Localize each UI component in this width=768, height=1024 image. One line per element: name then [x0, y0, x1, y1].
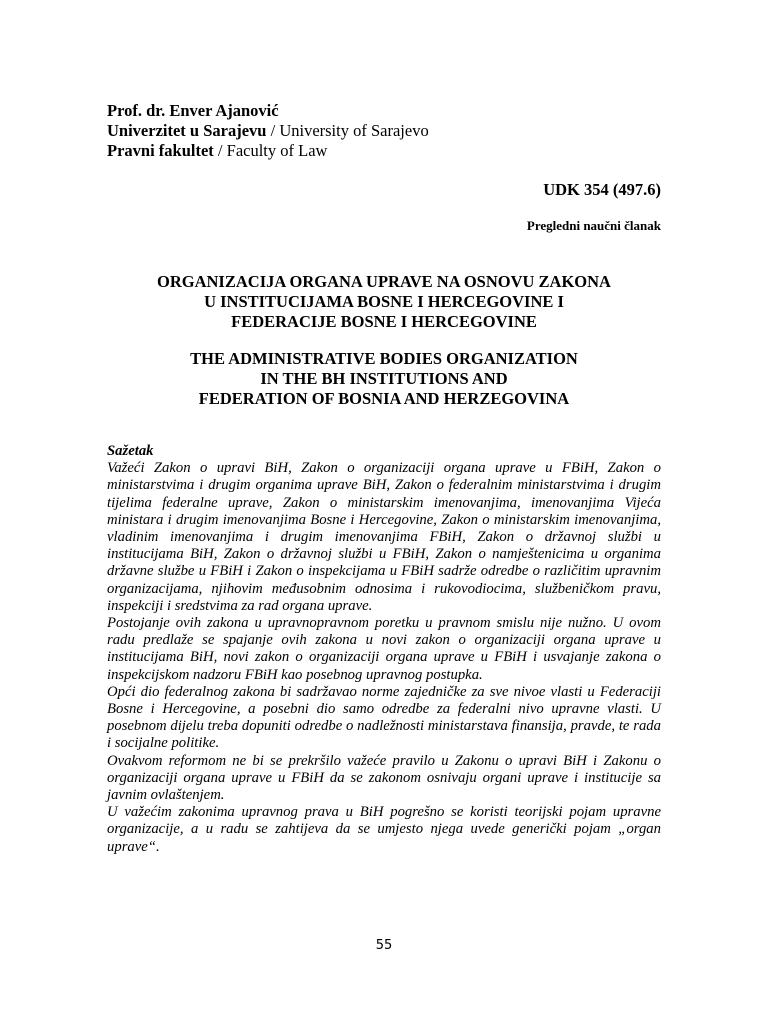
- title-en-line: FEDERATION OF BOSNIA AND HERZEGOVINA: [198, 389, 570, 408]
- title-bs-line: ORGANIZACIJA ORGANA UPRAVE NA OSNOVU ZAKONA: [157, 272, 611, 291]
- abstract-paragraph: Ovakvom reformom ne bi se prekršilo važeće pravilo u Zakonu o upravi BiH i Zakonu o organizaciji organa uprave u FBiH da se zakonom osnivaju organi uprave i institucije sa javnim ovlaštenjem.: [107, 752, 661, 804]
- abstract-paragraph: Važeći Zakon o upravi BiH, Zakon o organizaciji organa uprave u FBiH, Zakon o ministarstvima i drugim organima uprave BiH, Zakon o federalnim ministarstvima i drugim tijelima federalne uprave, Zakon o ministarskim imenovanjima, imenovanjima Vijeća ministara i drugim imenovanjima Bosne i Hercegovine, Zakon o ministarskim imenovanjima, vladinim imenovanjima i drugim imenovanjima FBiH, Zakon o državnoj službi u institucijama BiH, Zakon o državnoj službi u FBiH, Zakon o namještenicima u organima državne službe u FBiH i Zakon o inspekcijama u FBiH sadrže odredbe o različitim upravnim organizacijama, njihovim međusobnim odnosima i rukovodiocima, službeničkom pravu, inspekciji i sredstvima za rad organa uprave.: [107, 460, 661, 614]
- abstract-paragraph: Opći dio federalnog zakona bi sadržavao norme zajedničke za sve nivoe vlasti u Federaciji Bosne i Hercegovine, a posebni dio samo odredbe za federalni nivo upravne vlasti. U posebnom dijelu treba dopuniti odredbe o nadležnosti ministarstava finansija, pravde, te rada i socijalne politike.: [107, 683, 661, 752]
- university-separator: /: [266, 121, 280, 140]
- abstract: [107, 443, 661, 856]
- abstract-paragraph: Postojanje ovih zakona u upravnopravnom poretku u pravnom smislu nije nužno. U ovom radu predlaže se spajanje ovih zakona u novi zakon o organizaciji organa uprave u institucijama BiH, novi zakon o organizaciji organa uprave u FBiH i usvajanje zakona o inspekcijskom nadzoru FBiH kao posebnog upravnog postupka.: [107, 615, 661, 683]
- udk-code: UDK 354 (497.6): [543, 180, 661, 199]
- abstract-paragraph: U važećim zakonima upravnog prava u BiH pogrešno se koristi teorijski pojam upravne organizacije, a u radu se zahtijeva da se umjesto njega uvede generički pojam „organ uprave“.: [107, 804, 661, 855]
- university-en: University of Sarajevo: [279, 121, 429, 140]
- faculty-separator: /: [213, 141, 227, 160]
- faculty-en: Faculty of Law: [226, 141, 328, 160]
- faculty-bs: Pravni fakultet: [107, 141, 214, 160]
- title-en-line: THE ADMINISTRATIVE BODIES ORGANIZATION: [190, 349, 578, 368]
- author-name: Prof. dr. Enver Ajanović: [107, 101, 279, 120]
- title-english: [107, 349, 661, 409]
- author-name-line: [107, 101, 429, 121]
- title-en-line: IN THE BH INSTITUTIONS AND: [260, 369, 508, 388]
- author-block: [107, 101, 429, 161]
- article-type: Pregledni naučni članak: [526, 218, 661, 233]
- title-bosnian: [107, 272, 661, 332]
- abstract-heading: Sažetak: [107, 443, 154, 459]
- page-number: 55: [375, 938, 393, 953]
- title-bs-line: U INSTITUCIJAMA BOSNE I HERCEGOVINE I: [204, 292, 564, 311]
- title-bs-line: FEDERACIJE BOSNE I HERCEGOVINE: [231, 312, 537, 331]
- university-bs: Univerzitet u Sarajevu: [107, 121, 267, 140]
- university-line: [107, 121, 429, 141]
- faculty-line: [107, 141, 429, 161]
